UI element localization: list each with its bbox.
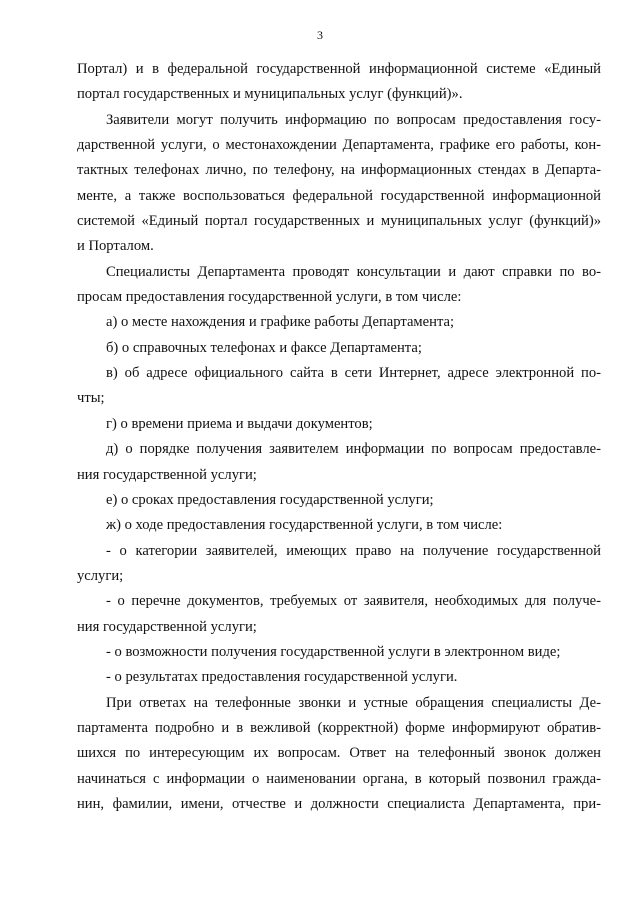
text-line: шихся по интересующим их вопросам. Ответ на телефонный звонок должен: [77, 745, 601, 762]
text-line: - о категории заявителей, имеющих право на получение государственной: [106, 542, 601, 559]
text-line: - о возможности получения государственной услуги в электронном виде;: [106, 643, 561, 660]
text-line: д) о порядке получения заявителем информации по вопросам предоставле-: [106, 441, 601, 458]
document-text: [77, 57, 601, 817]
text-line: партамента подробно и в вежливой (корректной) форме информируют обратив-: [77, 719, 601, 736]
text-line: г) о времени приема и выдачи документов;: [106, 415, 373, 432]
text-line: ния государственной услуги;: [77, 618, 257, 635]
text-line: услуги;: [77, 567, 124, 584]
text-line: При ответах на телефонные звонки и устные обращения специалисты Де-: [106, 694, 601, 711]
text-line: Заявители могут получить информацию по вопросам предоставления госу-: [106, 111, 601, 128]
text-line: Портал) и в федеральной государственной информационной системе «Единый: [77, 61, 601, 77]
text-line: б) о справочных телефонах и факсе Департамента;: [106, 339, 422, 356]
text-line: системой «Единый портал государственных и муниципальных услуг (функций)»: [77, 213, 601, 230]
text-line: начинаться с информации о наименовании органа, в который позвонил гражда-: [77, 770, 601, 787]
text-line: тактных телефонах лично, по телефону, на информационных стендах в Департа-: [77, 162, 601, 179]
text-line: - о перечне документов, требуемых от заявителя, необходимых для получе-: [106, 593, 601, 610]
text-line: менте, а также воспользоваться федеральной государственной информационной: [77, 187, 601, 204]
text-line: дарственной услуги, о местонахождении Департамента, графике его работы, кон-: [77, 137, 601, 154]
text-line: чты;: [77, 390, 105, 407]
text-line: в) об адресе официального сайта в сети Интернет, адресе электронной по-: [106, 365, 601, 382]
text-line: и Порталом.: [77, 238, 154, 255]
text-line: ния государственной услуги;: [77, 466, 257, 483]
text-line: нин, фамилии, имени, отчестве и должности специалиста Департамента, при-: [77, 795, 601, 812]
text-line: Специалисты Департамента проводят консультации и дают справки по во-: [106, 263, 601, 280]
text-line: ж) о ходе предоставления государственной услуги, в том числе:: [106, 517, 503, 534]
text-line: а) о месте нахождения и графике работы Департамента;: [106, 314, 455, 331]
text-line: - о результатах предоставления государственной услуги.: [106, 669, 458, 686]
text-line: е) о сроках предоставления государственной услуги;: [106, 491, 434, 508]
text-line: просам предоставления государственной услуги, в том числе:: [77, 289, 462, 306]
text-line: портал государственных и муниципальных услуг (функций)».: [77, 86, 463, 103]
page-number: 3: [317, 28, 323, 42]
